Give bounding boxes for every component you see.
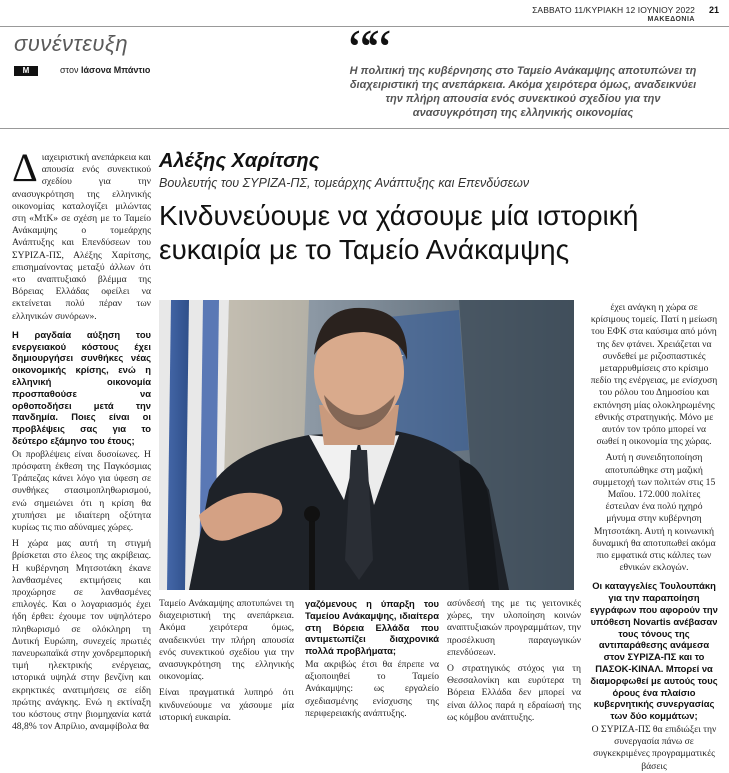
lead-paragraph	[12, 145, 151, 323]
section-title: συνέντευξη	[14, 31, 129, 56]
article-column-3	[305, 598, 439, 726]
issue-date: ΣΑΒΒΑΤΟ 11/ΚΥΡΙΑΚΗ 12 ΙΟΥΝΙΟΥ 2022	[532, 5, 695, 15]
portrait-illustration	[159, 300, 574, 590]
byline-author: Ιάσονα Μπάντιο	[81, 65, 151, 75]
article-column-5	[590, 302, 718, 772]
interview-answer: Η χώρα μας αυτή τη στιγμή βρίσκεται στο έλεος της ακρίβειας. Η κυβέρνηση Μητσοτάκη έκανε λανθασμένες εκτιμήσεις και προχώρησε σε λανθασμένες επιλογές. Και ο λογαριασμός έχει ήδη έρθει: έχουμε τον υψηλότερο πληθωρισμό σε ολόκληρη τη Δυτική Ευρώπη, συνεχείς πρωτιές πανευρωπαϊκά στην χονδρεμπορική τιμή ηλεκτρικής ενέργειας, ιστορικά υψηλά στην βενζίνη και εκρηκτικές ανατιμήσεις σε είδη πρώτης ανάγκης. Ενώ η εκτίναξη του κόστους στην βιομηχανία κατά 48,8% τον Απρίλιο, αναμφίβολα θα	[12, 538, 151, 733]
interview-answer: έχει ανάγκη η χώρα σε κρίσιμους τομείς. Πατί η μείωση του ΕΦΚ στα καύσιμα από μόνη της δεν φτάνει. Χρειάζεται να συνδεθεί με ριζοσπαστικές μεταρρυθμίσεις στο κρίσιμο πεδίο της ενέργειας, με ενίσχυση του ρόλου του Δημοσίου και εκπόνηση μίας ολοκληρωμένης εθνικής στρατηγικής. Μόνο με αυτόν τον τρόπο μπορεί να σωθεί η οικονομία της χώρας.	[590, 302, 718, 448]
interview-answer: Είναι πραγματικά λυπηρό ότι κινδυνεύουμε να χάσουμε μία ιστορική ευκαιρία.	[159, 687, 294, 723]
interview-answer: Αυτή η συνειδητοποίηση αποτυπώθηκε στη μαζική συμμετοχή των πολιτών στις 15 Μαΐου. 172.000 πολίτες έστειλαν ένα πολύ ηχηρό μήνυμα στην κυβέρνηση Μητσοτάκη. Αυτή η κοινωνική δυναμική θα αποτυπωθεί ακόμα πιο εμφατικά στις κάλπες των εθνικών εκλογών.	[592, 452, 716, 574]
lead-text: ιαχειριστική ανεπάρκεια και απουσία ενός συνεκτικού σχεδίου για την ανασυγκρότηση της ελληνικής οικονομίας καταλογίζει μιλώντας στη «ΜτΚ» σε σχέση με το Ταμείο Ανάκαμψης ο τομεάρχης Ανάπτυξης και Επενδύσεων του ΣΥΡΙΖΑ-ΠΣ, Αλέξης Χαρίτσης, επισημαίνοντας μεταξύ άλλων ότι «το αναπτυξιακό βλέμμα της Βόρειας Ελλάδας οφείλει να εκτείνεται πολύ πέραν των ελληνικών συνόρων».	[12, 152, 151, 322]
interview-question: γαζόμενους η ύπαρξη του Ταμείου Ανάκαμψης, ιδιαίτερα στη Βόρεια Ελλάδα που αντιμετωπίζει διαχρονικά πολλά προβλήματα;	[305, 598, 439, 657]
interview-answer: Ο στρατηγικός στόχος για τη Θεσσαλονίκη και ευρύτερα τη Βόρεια Ελλάδα δεν μπορεί να είναι άλλος παρά η εδραίωσή της ως κόμβου ανάπτυξης.	[447, 663, 581, 723]
article-column-2	[159, 598, 294, 726]
page-number: 21	[708, 5, 719, 15]
byline-logo-icon: M	[14, 66, 38, 76]
quote-marks-icon: ““	[348, 19, 386, 81]
interviewee-photo	[159, 300, 574, 590]
interview-answer: ασύνδεσή της με τις γειτονικές χώρες, την υλοποίηση κοινών αναπτυξιακών προγραμμάτων, την προσέλκυση παραγωγικών επενδύσεων.	[447, 598, 581, 658]
interviewee-role: Βουλευτής του ΣΥΡΙΖΑ-ΠΣ, τομεάρχης Ανάπτυξης και Επενδύσεων	[159, 176, 530, 190]
interview-answer: Μα ακριβώς έτσι θα έπρεπε να αξιοποιηθεί το Ταμείο Ανάκαμψης: ως εργαλείο σχεδιασμένης ενίσχυσης της περιφερειακής ανάπτυξης.	[305, 658, 439, 719]
article-column-1	[12, 145, 151, 733]
interview-answer: Οι προβλέψεις είναι δυσοίωνες. Η πρόσφατη έκθεση της Παγκόσμιας Τράπεζας κάνει λόγο για ύφεση σε συνθήκες στασιμοπληθωρισμού, ενώ σημειώνει ότι η κρίση θα χτυπήσει με ιδιαίτερη οξύτητα κυρίως τις πιο αδύναμες χώρες.	[12, 448, 151, 534]
drop-cap: Δ	[12, 145, 38, 190]
byline	[60, 65, 150, 75]
interviewee-name: Αλέξης Χαρίτσης	[159, 150, 320, 172]
interview-question: Οι καταγγελίες Τουλουπάκη για την παραποίηση εγγράφων που αφορούν την υπόθεση Novartis ανέβασαν τους τόνους της αντιπαράθεσης ανάμεσα στον ΣΥΡΙΖΑ-ΠΣ και το ΠΑΣΟΚ-ΚΙΝΑΛ. Μπορεί να διαμορφωθεί με αυτούς τους όρους ένα πλαίσιο κυβερνητικής συνεργασίας των δύο κομμάτων;	[590, 580, 718, 722]
section-rule	[0, 128, 729, 129]
pullquote: Η πολιτική της κυβέρνησης στο Ταμείο Ανάκαμψης αποτυπώνει τη διαχειριστική της ανεπάρκεια. Ακόμα χειρότερα όμως, αναδεικνύει την πλήρη απουσία ενός συνεκτικού σχεδίου για την ανασυγκρότηση της ελληνικής οικονομίας	[349, 65, 697, 119]
newspaper-name: ΜΑΚΕΔΟΝΙΑ	[647, 16, 695, 23]
article-column-4	[447, 598, 581, 726]
interview-answer: Ο ΣΥΡΙΖΑ-ΠΣ θα επιδιώξει την συνεργασία πάνω σε συγκεκριμένες προγραμματικές βάσεις	[591, 724, 717, 772]
article-headline: Κινδυνεύουμε να χάσουμε μία ιστορική ευκαιρία με το Ταμείο Ανάκαμψης	[159, 200, 639, 265]
interview-question: Η ραγδαία αύξηση του ενεργειακού κόστους έχει δημιουργήσει συνθήκες νέας οικονομικής κρίσης, ενώ η ελληνική οικονομία προσπαθούσε να ορθοποδήσει μετά την πανδημία. Ποιες είναι οι προβλέψεις σας για το δεύτερο εξάμηνο του έτους;	[12, 328, 151, 447]
interview-answer: Ταμείο Ανάκαμψης αποτυπώνει τη διαχειριστική της ανεπάρκεια. Ακόμα χειρότερα όμως, αναδεικνύει την πλήρη απουσία ενός συνεκτικού σχεδίου για την ανασυγκρότηση της ελληνικής οικονομίας.	[159, 598, 294, 683]
byline-prefix: στον	[60, 65, 79, 75]
